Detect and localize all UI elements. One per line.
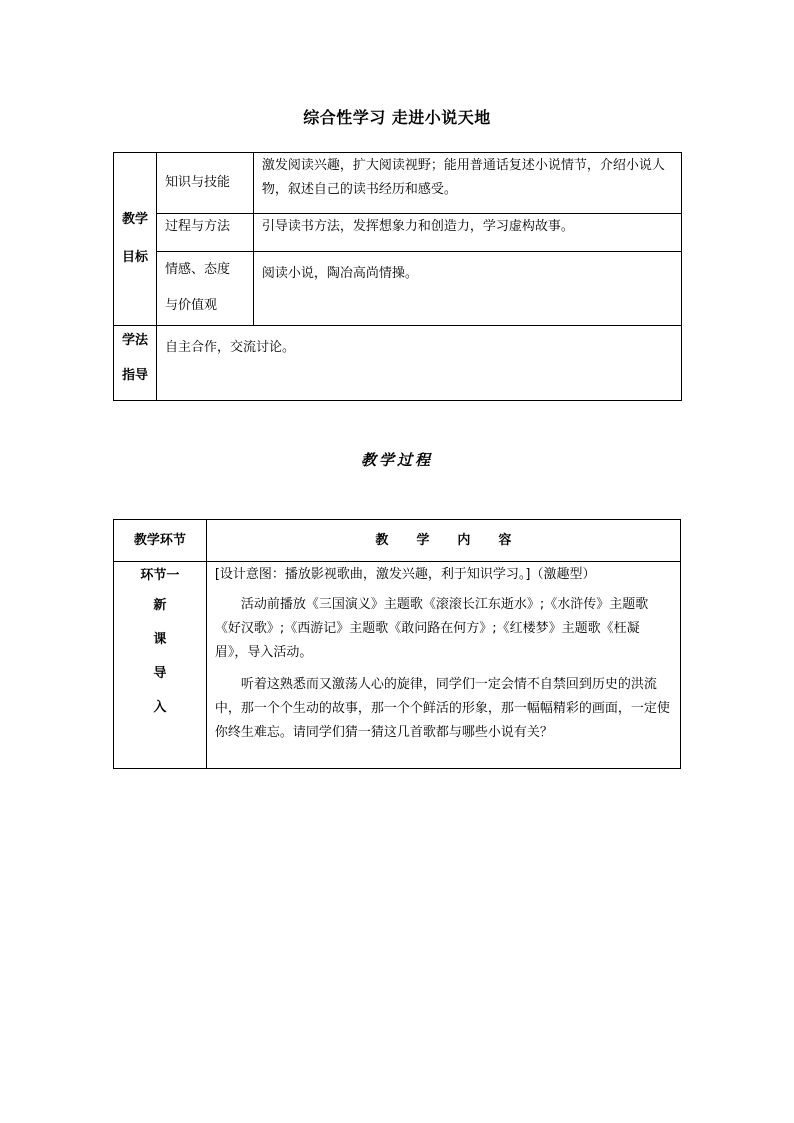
step-label-cell (114, 562, 207, 769)
header-label: 教学环节 (133, 532, 186, 548)
process-heading: 教学过程 (360, 451, 433, 469)
goals-label-line-2: 目标 (121, 250, 148, 265)
goal-text: 阅读小说，陶冶高尚情操。 (261, 266, 418, 281)
goal-category-emotion (156, 252, 253, 326)
goal-text: 引导读书方法，发挥想象力和创造力，学习虚构故事。 (261, 219, 574, 234)
content-paragraph-2: 听着这熟悉而又激荡人心的旋律，同学们一定会情不自禁回到历史的洪流中，那一个个生动的故事，那一个个鲜活的形象，那一幅幅精彩的画面，一定使你终生难忘。请同学们猜一猜这几首歌都与哪些小说有关？ (214, 677, 670, 740)
goal-category-knowledge (156, 153, 253, 214)
step-name: 环节一 (140, 568, 180, 583)
design-note: [设计意图：播放影视歌曲，激发兴趣，利于知识学习。]（激趣型） (214, 567, 596, 582)
method-label-line-1: 学法 (121, 333, 148, 348)
goal-category-label: 过程与方法 (164, 219, 230, 234)
goals-label-line-1: 教学 (121, 212, 148, 227)
page-title: 综合性学习 走进小说天地 (303, 108, 491, 127)
goal-text-process (253, 214, 681, 252)
process-col-header-step (114, 520, 207, 562)
goal-category-process (156, 214, 253, 252)
teaching-process-table (113, 519, 681, 769)
method-label-cell (114, 326, 157, 401)
goal-text-emotion (253, 252, 681, 326)
step-content-cell (206, 562, 680, 769)
goal-category-label-2: 与价值观 (164, 298, 217, 313)
header-label: 教学内容 (375, 532, 540, 548)
teaching-goals-table (113, 152, 682, 401)
method-label-line-2: 指导 (121, 368, 148, 383)
step-char: 入 (153, 700, 167, 715)
step-char: 导 (153, 666, 167, 681)
step-char: 课 (153, 632, 167, 647)
method-text-cell (156, 326, 681, 401)
content-paragraph-1: 活动前播放《三国演义》主题歌《滚滚长江东逝水》;《水浒传》主题歌《好汉歌》;《西游记》主题歌《敢问路在何方》;《红楼梦》主题歌《枉凝眉》，导入活动。 (214, 597, 649, 660)
goal-text-knowledge (253, 153, 681, 214)
goal-text: 激发阅读兴趣，扩大阅读视野；能用普通话复述小说情节，介绍小说人物，叙述自己的读书经历和感受。 (261, 158, 665, 197)
goal-category-label: 知识与技能 (164, 175, 230, 190)
step-char: 新 (153, 598, 167, 613)
goal-category-label: 情感、态度 (164, 262, 230, 277)
process-col-header-content (206, 520, 680, 562)
goals-label-cell (114, 153, 157, 326)
method-text: 自主合作，交流讨论。 (164, 340, 295, 355)
